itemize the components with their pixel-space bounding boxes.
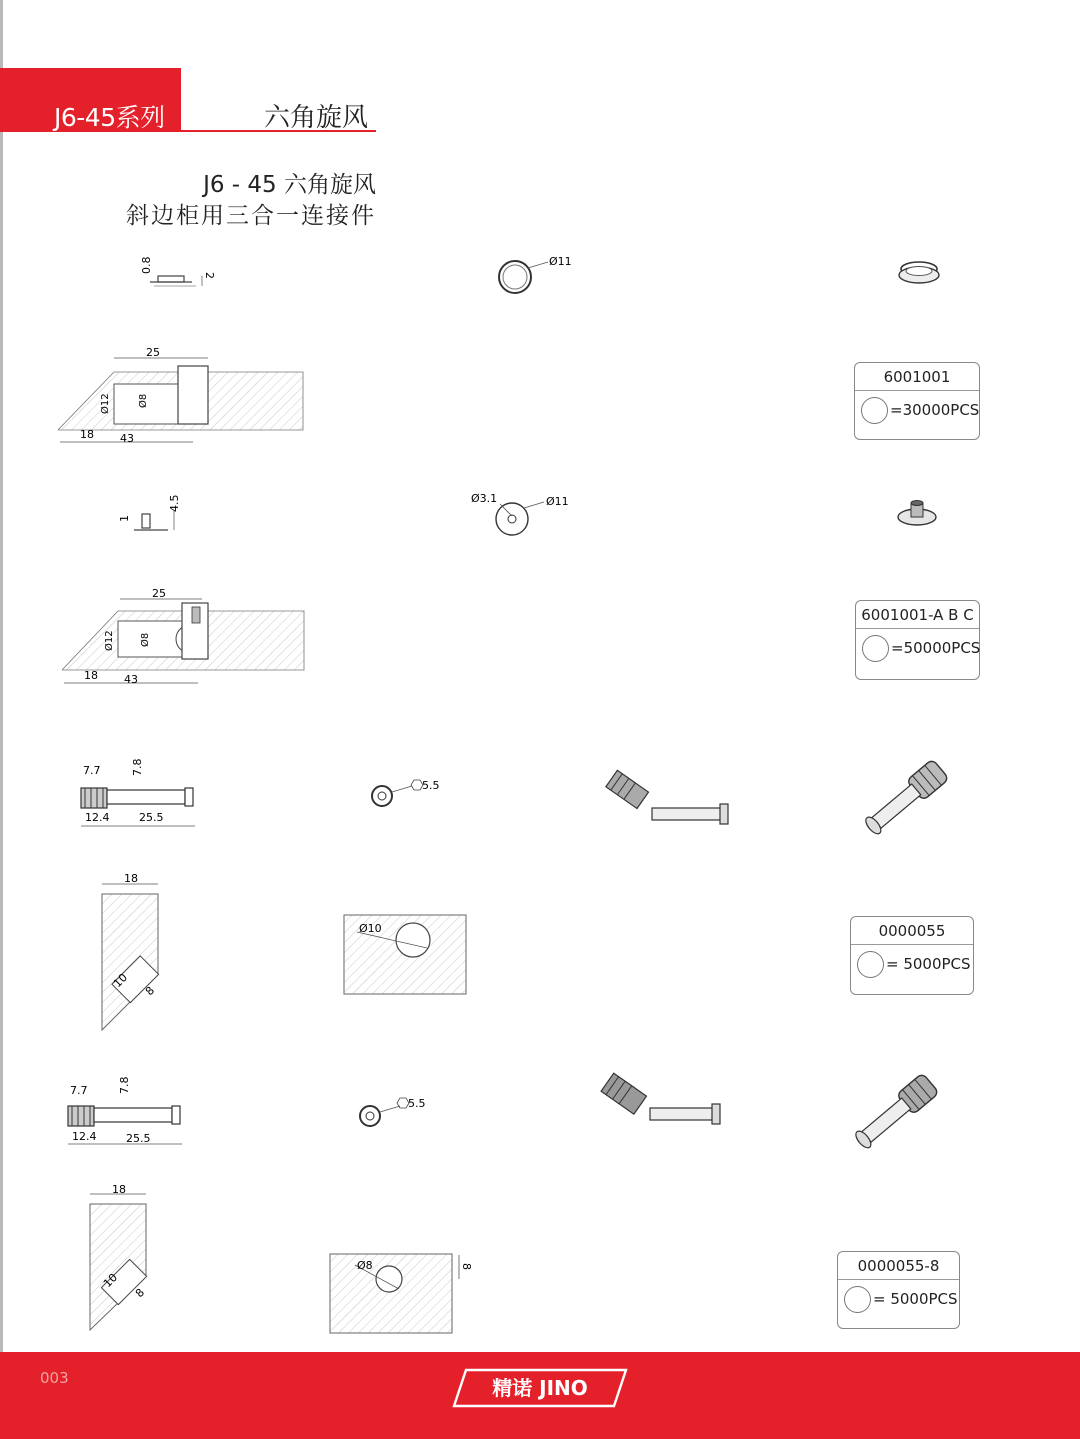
header-product-name: 六角旋风 <box>264 103 369 133</box>
code-box-6001001 <box>854 362 980 440</box>
quantity: =50000PCS <box>891 639 981 657</box>
product-code: 6001001 <box>855 363 979 391</box>
svg-text:Ø3.1: Ø3.1 <box>471 492 498 505</box>
svg-text:25: 25 <box>146 346 160 359</box>
svg-text:18: 18 <box>80 428 94 441</box>
cap2-side-drawing <box>118 488 193 540</box>
box-icon <box>862 635 889 662</box>
code-box-6001001-abc <box>855 600 980 680</box>
svg-text:43: 43 <box>120 432 134 445</box>
svg-text:Ø8: Ø8 <box>140 632 151 647</box>
bolt-3d-image-1 <box>855 748 965 844</box>
box-icon <box>857 951 884 978</box>
svg-text:精诺 JINO: 精诺 JINO <box>492 1376 588 1400</box>
svg-text:7.7: 7.7 <box>83 764 101 777</box>
box-icon <box>861 397 888 424</box>
page-edge-bar <box>0 0 3 1439</box>
svg-text:7.8: 7.8 <box>118 1076 131 1094</box>
svg-text:0.8: 0.8 <box>140 256 153 274</box>
svg-text:8: 8 <box>142 983 158 999</box>
svg-text:10: 10 <box>100 1271 121 1291</box>
svg-text:12.4: 12.4 <box>72 1130 97 1143</box>
bolt-end-drawing-1 <box>368 772 448 814</box>
hole-face-drawing-2 <box>329 1253 475 1335</box>
svg-text:43: 43 <box>124 673 138 686</box>
page-number: 003 <box>40 1369 69 1387</box>
svg-text:5.5: 5.5 <box>422 779 440 792</box>
bolt-side-drawing-1 <box>75 752 205 830</box>
quantity: = 5000PCS <box>873 1290 958 1308</box>
svg-text:5.5: 5.5 <box>408 1097 426 1110</box>
svg-text:1: 1 <box>118 515 131 522</box>
svg-text:Ø11: Ø11 <box>549 255 572 268</box>
svg-text:7.8: 7.8 <box>131 758 144 776</box>
product-code: 6001001-A B C <box>856 601 979 629</box>
series-title: J6-45系列 <box>54 103 165 132</box>
product-subtitle: 斜边柜用三合一连接件 <box>126 203 376 229</box>
svg-text:4.5: 4.5 <box>168 494 181 512</box>
svg-text:10: 10 <box>110 971 131 991</box>
assembly-section-drawing-1 <box>58 344 308 449</box>
cap2-top-drawing <box>468 488 578 544</box>
svg-text:18: 18 <box>124 872 138 885</box>
svg-text:2: 2 <box>203 272 216 279</box>
code-box-0000055 <box>850 916 974 995</box>
cap2-3d-image <box>893 495 943 531</box>
box-icon <box>844 1286 871 1313</box>
cap-3d-image <box>893 258 945 288</box>
bolt-angled-image-1 <box>600 764 738 830</box>
svg-text:Ø8: Ø8 <box>357 1259 373 1272</box>
svg-text:8: 8 <box>460 1263 473 1270</box>
svg-text:25.5: 25.5 <box>126 1132 151 1145</box>
hole-face-drawing-1 <box>343 914 467 996</box>
brand-logo <box>452 1368 628 1408</box>
svg-text:Ø12: Ø12 <box>104 630 115 651</box>
code-box-0000055-8 <box>837 1251 960 1329</box>
bolt-side-drawing-2 <box>62 1070 192 1148</box>
svg-text:25.5: 25.5 <box>139 811 164 824</box>
svg-text:Ø10: Ø10 <box>359 922 382 935</box>
svg-text:Ø12: Ø12 <box>100 393 111 414</box>
product-code: 0000055 <box>851 917 973 945</box>
svg-text:Ø11: Ø11 <box>546 495 569 508</box>
bevel-panel-drawing-1 <box>96 870 186 1035</box>
bolt-end-drawing-2 <box>356 1092 436 1134</box>
svg-text:18: 18 <box>112 1183 126 1196</box>
svg-text:12.4: 12.4 <box>85 811 110 824</box>
svg-text:Ø8: Ø8 <box>138 393 149 408</box>
bolt-3d-image-2 <box>845 1062 955 1158</box>
assembly-section-drawing-2 <box>62 585 312 690</box>
cap-side-drawing <box>130 248 220 296</box>
product-title: J6 - 45 六角旋风 <box>203 172 376 198</box>
svg-text:18: 18 <box>84 669 98 682</box>
svg-text:25: 25 <box>152 587 166 600</box>
svg-text:8: 8 <box>132 1285 148 1301</box>
svg-text:7.7: 7.7 <box>70 1084 88 1097</box>
cap-top-drawing <box>490 250 580 300</box>
product-code: 0000055-8 <box>838 1252 959 1280</box>
quantity: = 5000PCS <box>886 955 971 973</box>
bevel-panel-drawing-2 <box>84 1182 174 1332</box>
quantity: =30000PCS <box>890 401 980 419</box>
bolt-angled-image-2 <box>598 1070 728 1130</box>
